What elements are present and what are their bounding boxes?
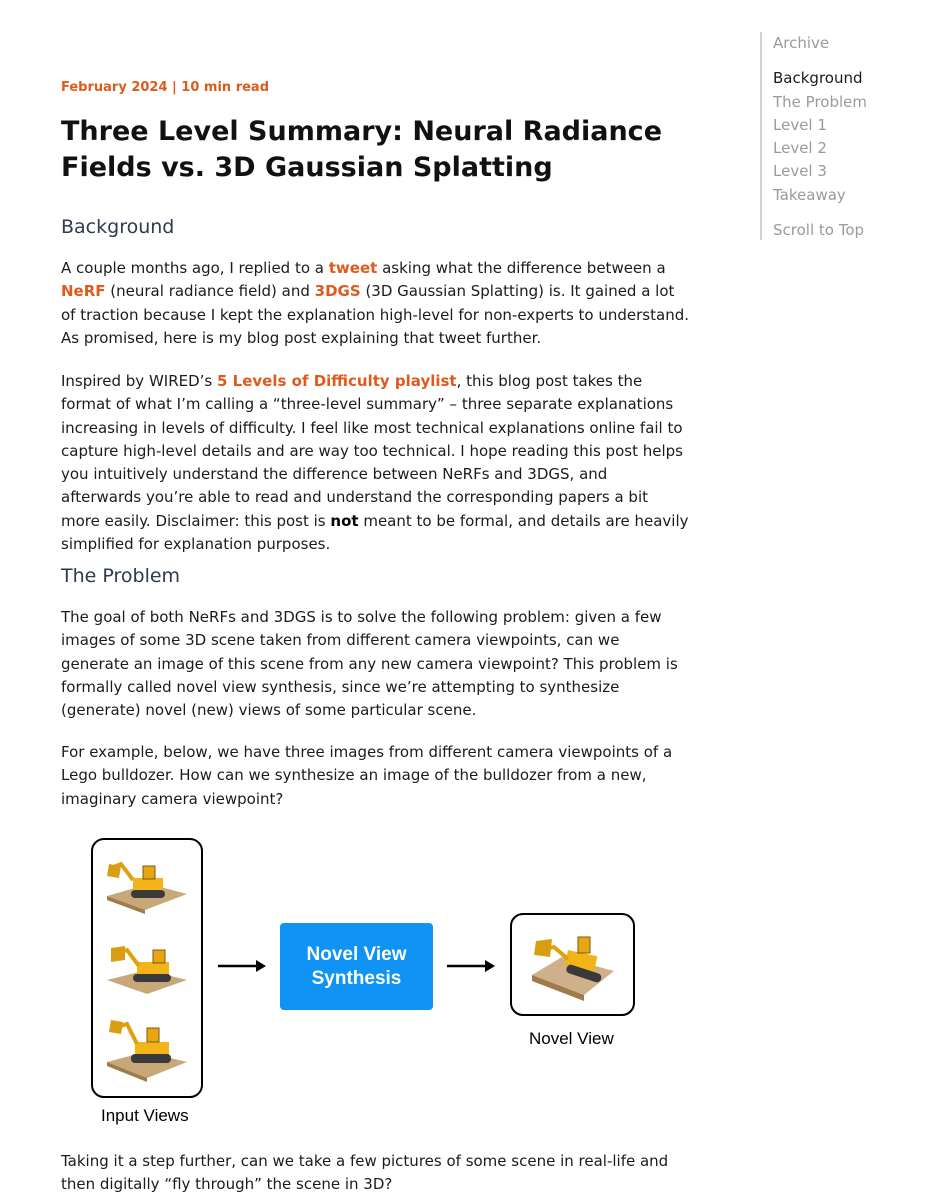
post-meta: February 2024 | 10 min read: [61, 80, 270, 95]
paragraph-problem-3: Taking it a step further, can we take a few pictures of some scene in real-life and then digitally “fly through” the scene in 3D?: [61, 1152, 669, 1194]
text-run: asking what the difference between a: [377, 259, 666, 277]
bulldozer-novel-image: [526, 927, 620, 1003]
text-run: Inspired by WIRED’s: [61, 372, 218, 390]
text-run: (3D Gaussian Splatting) is. It gained a lot of traction because I kept the explanation high-level for non-experts to understand. As promised, here is my blog post explaining that tweet further.: [61, 282, 689, 347]
text-run: meant to be formal, and details are heavily simplified for explanation purposes.: [61, 511, 689, 554]
text-run: (neural radiance field) and: [105, 282, 315, 301]
heading-the-problem: The Problem: [61, 565, 181, 587]
paragraph-background-1: [61, 257, 691, 350]
novel-view-box: [510, 913, 635, 1016]
tweet-link[interactable]: tweet: [328, 259, 378, 277]
text-run: , this blog post takes the format of what I’m calling a “three-level summary” – three separate explanations increasing in levels of difficulty. I feel like most technical explanations online fail to capture high-level details and are way too technical. I hope reading this post helps you intuitively understand the difference between NeRFs and 3DGS, and afterwards you’re able to read and understand the corresponding papers a bit more easily. Disclaimer: this post is: [61, 372, 683, 530]
bulldozer-image-3: [103, 1016, 191, 1082]
novel-view-synthesis-box: [280, 923, 433, 1010]
archive-link[interactable]: Archive: [773, 34, 830, 52]
3dgs-link[interactable]: 3DGS: [314, 282, 361, 301]
bold-not: not: [330, 511, 359, 530]
nerf-link[interactable]: NeRF: [61, 282, 106, 301]
toc-item-takeaway[interactable]: Takeaway: [773, 185, 846, 204]
scroll-to-top-link[interactable]: Scroll to Top: [773, 221, 865, 240]
input-views-label: Input Views: [101, 1106, 189, 1125]
synth-line-2: Synthesis: [311, 967, 402, 989]
novel-view-synthesis-figure: [88, 835, 648, 1135]
arrow-right-icon: [216, 958, 268, 974]
synth-line-1: Novel View: [306, 943, 407, 965]
text-run: A couple months ago, I replied to a: [61, 259, 329, 277]
paragraph-background-2: [61, 370, 691, 556]
toc-item-the-problem[interactable]: The Problem: [773, 92, 867, 111]
bulldozer-image-2: [103, 936, 191, 998]
toc-item-level-2[interactable]: Level 2: [773, 139, 827, 158]
paragraph-problem-1: The goal of both NeRFs and 3DGS is to solve the following problem: given a few images of some 3D scene taken from different camera viewpoints, can we generate an image of this scene from any new camera viewpoint? This problem is formally called novel view synthesis, since we’re attempting to synthesize (generate) novel (new) views of some particular scene.: [61, 608, 678, 720]
novel-view-label: Novel View: [529, 1029, 614, 1048]
toc-item-level-3[interactable]: Level 3: [773, 162, 827, 181]
playlist-link[interactable]: 5 Levels of Difficulty playlist: [217, 372, 457, 390]
bulldozer-image-1: [103, 854, 191, 916]
input-views-box: [91, 838, 203, 1098]
toc-item-background[interactable]: Background: [773, 69, 863, 88]
table-of-contents: [760, 32, 920, 240]
heading-background: Background: [61, 216, 175, 238]
paragraph-problem-2: For example, below, we have three images from different camera viewpoints of a Lego bulldozer. How can we synthesize an image of the bulldozer from a new, imaginary camera viewpoint?: [61, 743, 673, 808]
toc-item-level-1[interactable]: Level 1: [773, 115, 827, 134]
arrow-right-icon: [445, 958, 497, 974]
page-title: Three Level Summary: Neural Radiance Fields vs. 3D Gaussian Splatting: [61, 116, 663, 183]
